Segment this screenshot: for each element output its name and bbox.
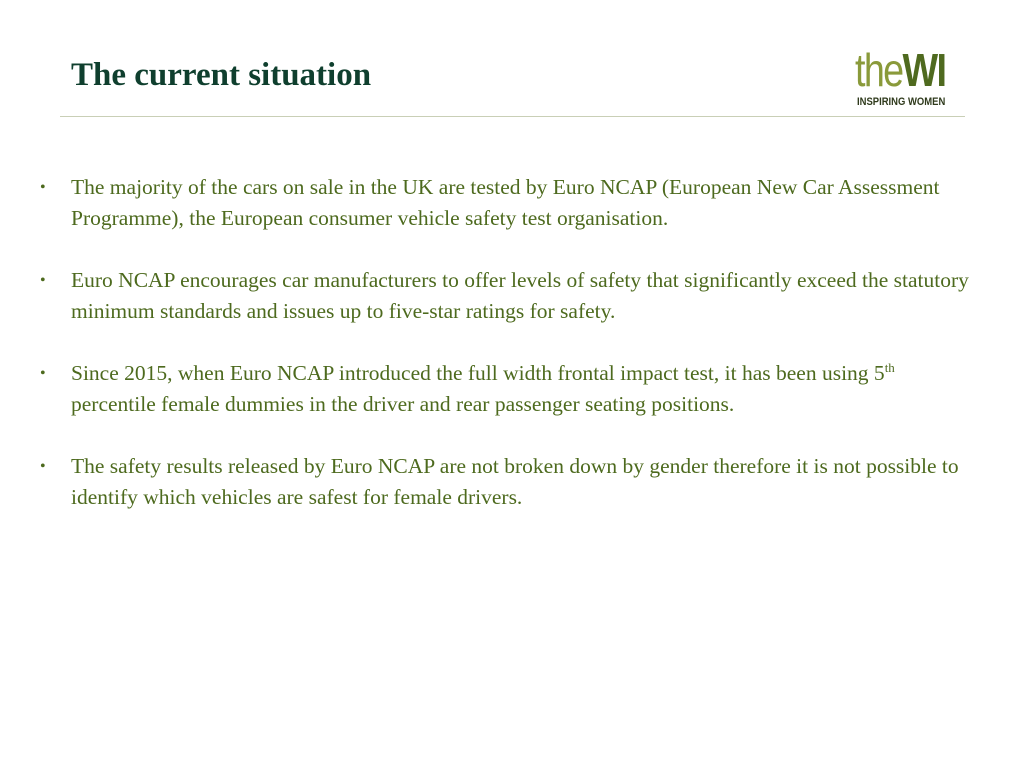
- bullet-marker: •: [40, 365, 46, 382]
- bullet-superscript: th: [884, 360, 895, 375]
- bullet-marker: •: [40, 458, 46, 475]
- logo-the-text: the: [855, 44, 903, 96]
- wi-logo: [855, 45, 950, 115]
- bullet-text: Euro NCAP encourages car manufacturers to offer levels of safety that significantly exceed the statutory minimum standards and issues up to five-star ratings for safety.: [71, 268, 969, 323]
- slide-title: The current situation: [71, 57, 372, 93]
- logo-wi-text: WI: [902, 44, 946, 96]
- bullet-item-4: [40, 451, 980, 513]
- bullet-text-after: percentile female dummies in the driver and rear passenger seating positions.: [71, 392, 735, 416]
- bullet-item-3: [40, 358, 980, 420]
- title-divider: [60, 116, 965, 117]
- bullet-item-1: [40, 172, 980, 234]
- bullet-text: The safety results released by Euro NCAP are not broken down by gender therefore it is not possible to identify which vehicles are safest for female drivers.: [71, 454, 959, 509]
- bullet-text: The majority of the cars on sale in the UK are tested by Euro NCAP (European New Car Assessment Programme), the European consumer vehicle safety test organisation.: [71, 175, 940, 230]
- bullet-list: [40, 172, 980, 544]
- bullet-marker: •: [40, 272, 46, 289]
- logo-tagline: INSPIRING WOMEN: [857, 96, 946, 108]
- bullet-item-2: [40, 265, 980, 327]
- bullet-marker: •: [40, 179, 46, 196]
- logo-wordmark: [855, 45, 945, 95]
- bullet-text-before: Since 2015, when Euro NCAP introduced the full width frontal impact test, it has been using 5: [71, 361, 885, 385]
